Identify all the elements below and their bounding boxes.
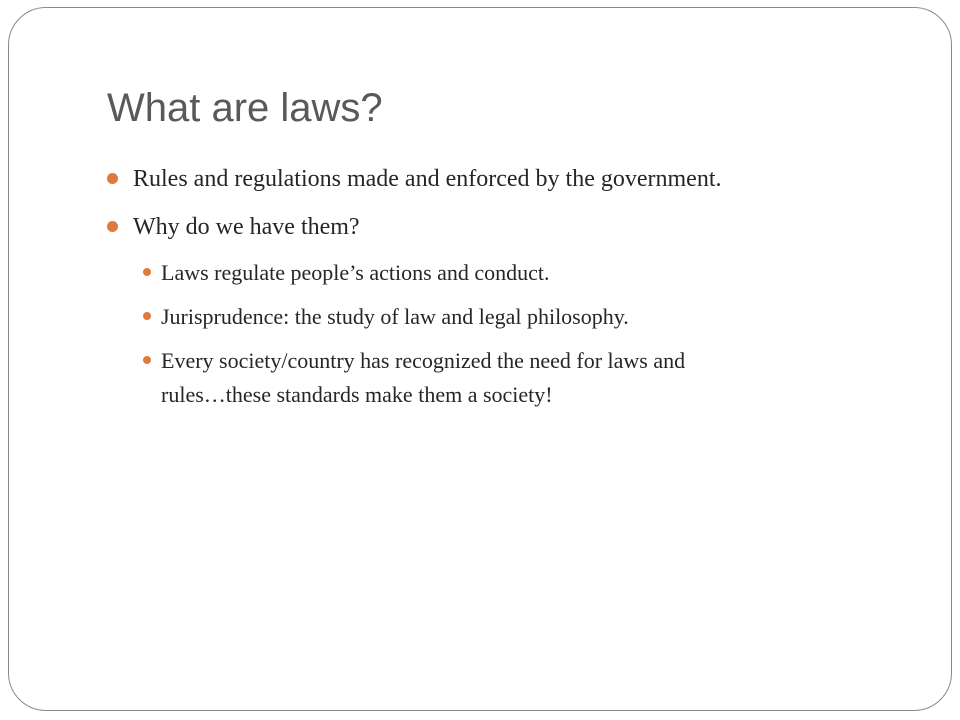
- sub-bullet-item: [161, 256, 550, 290]
- bullet-dot-icon: [143, 356, 151, 364]
- bullet-text: Why do we have them?: [133, 214, 360, 240]
- bullet-dot-icon: [143, 268, 151, 276]
- sub-bullet-item: [161, 344, 685, 412]
- bullet-dot-icon: [107, 173, 118, 184]
- sub-bullet-text: Jurisprudence: the study of law and legal philosophy.: [161, 304, 629, 329]
- slide-title: What are laws?: [107, 86, 383, 130]
- bullet-dot-icon: [143, 312, 151, 320]
- bullet-dot-icon: [107, 221, 118, 232]
- bullet-item: [133, 164, 721, 194]
- bullet-item: [133, 212, 360, 242]
- sub-bullet-text-line-1: Every society/country has recognized the need for laws and: [161, 348, 686, 373]
- bullet-text: Rules and regulations made and enforced by the government.: [133, 166, 722, 192]
- sub-bullet-text: Laws regulate people’s actions and conduct.: [161, 260, 550, 285]
- sub-bullet-item: [161, 300, 629, 334]
- sub-bullet-text-line-2: rules…these standards make them a society!: [161, 382, 553, 407]
